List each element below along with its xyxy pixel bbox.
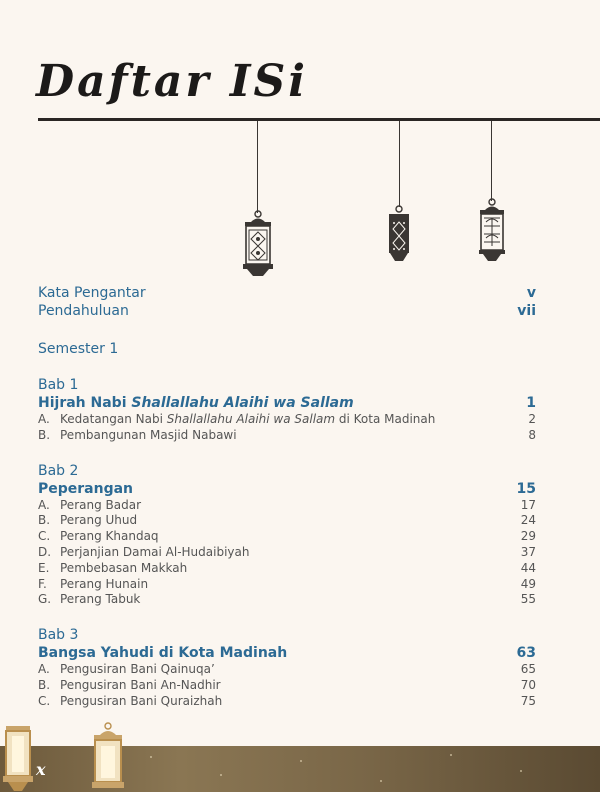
toc-item-letter: B. <box>38 513 51 528</box>
toc-item-letter: D. <box>38 544 52 559</box>
toc-item-text-part: Perjanjian Damai Al-Hudaibiyah <box>60 544 250 559</box>
toc-item-text <box>38 545 249 561</box>
toc-item[interactable] <box>38 577 536 593</box>
toc-item[interactable] <box>38 592 536 608</box>
lantern-string <box>491 121 492 201</box>
toc-item-letter: C. <box>38 529 51 544</box>
bab-2-number: Bab 2 <box>38 462 79 479</box>
lantern-string <box>257 121 258 213</box>
toc-item-letter: B. <box>38 677 51 692</box>
toc-item-text-part: Perang Tabuk <box>60 592 141 607</box>
bab-1-number: Bab 1 <box>38 377 79 393</box>
toc-item-text <box>38 513 137 529</box>
sparkle-dot <box>300 760 302 762</box>
toc-chapter-title: Peperangan <box>38 480 134 497</box>
toc-item-text-part: Pengusiran Bani An-Nadhir <box>60 677 221 692</box>
golden-lantern-icon <box>0 716 36 792</box>
toc-item-page: 37 <box>520 544 536 559</box>
toc-item-text-part: Kedatangan Nabi <box>60 412 167 426</box>
toc-chapter-bab-2[interactable] <box>38 480 536 498</box>
toc-item[interactable] <box>38 694 536 710</box>
toc-item-text-part: Pembangunan Masjid Nabawi <box>60 427 237 442</box>
toc-item-text <box>38 428 237 444</box>
toc-item-text-part: Perang Badar <box>60 497 142 512</box>
lantern-icon <box>385 205 413 263</box>
toc-chapter-page: 15 <box>516 480 536 497</box>
toc-item-text-part: Pengusiran Bani Qainuqa’ <box>60 662 215 677</box>
toc-item[interactable] <box>38 498 536 514</box>
toc-entry-label: Pendahuluan <box>38 303 129 319</box>
toc-item-letter: E. <box>38 560 50 575</box>
toc-chapter-bab-3[interactable] <box>38 644 536 662</box>
table-of-contents <box>38 284 536 710</box>
lantern-string <box>399 121 400 207</box>
toc-item-letter: B. <box>38 427 51 442</box>
toc-item[interactable] <box>38 678 536 694</box>
toc-chapter-page: 63 <box>516 645 536 662</box>
toc-item-letter: A. <box>38 412 50 426</box>
toc-item[interactable] <box>38 412 536 428</box>
sparkle-dot <box>220 774 222 776</box>
toc-chapter-bab-1[interactable] <box>38 394 536 412</box>
toc-item-text-part: Pengusiran Bani Quraizhah <box>60 693 223 708</box>
golden-lantern-icon <box>88 722 128 792</box>
toc-item-text <box>38 577 148 593</box>
toc-item[interactable] <box>38 662 536 678</box>
toc-item[interactable] <box>38 513 536 529</box>
toc-item-text-part: Perang Uhud <box>60 513 138 528</box>
toc-item-text <box>38 662 215 678</box>
toc-entry-label: Kata Pengantar <box>38 285 146 301</box>
toc-item-text <box>38 561 187 577</box>
toc-entry-pendahuluan[interactable] <box>38 302 536 320</box>
toc-item-text <box>38 498 141 514</box>
toc-item[interactable] <box>38 428 536 444</box>
toc-entry-page: vii <box>517 303 536 319</box>
toc-chapter-page: 1 <box>526 395 536 411</box>
toc-item[interactable] <box>38 561 536 577</box>
title-rule <box>38 118 600 121</box>
toc-item-text <box>38 678 221 694</box>
page-number: x <box>36 760 46 779</box>
toc-item-text <box>38 694 222 710</box>
toc-item-text <box>38 529 159 545</box>
toc-item-page: 70 <box>520 677 536 692</box>
sparkle-dot <box>380 780 382 782</box>
toc-chapter-title <box>38 394 354 412</box>
toc-item-text-italic: Shallallahu Alaihi wa Sallam <box>166 412 336 426</box>
toc-item-letter: A. <box>38 662 50 677</box>
toc-chapter-title: Bangsa Yahudi di Kota Madinah <box>38 645 288 662</box>
toc-item-letter: C. <box>38 693 51 708</box>
toc-item-page: 49 <box>520 576 536 591</box>
toc-item-text-part: di Kota Madinah <box>335 412 436 426</box>
chapter-title-text: Hijrah Nabi <box>38 395 132 411</box>
toc-item-text-part: Perang Hunain <box>60 576 149 591</box>
sparkle-dot <box>520 770 522 772</box>
toc-item-text <box>38 412 435 428</box>
toc-entry-page: v <box>526 285 536 301</box>
toc-item[interactable] <box>38 545 536 561</box>
sparkle-dot <box>150 756 152 758</box>
toc-item-page: 24 <box>520 513 536 528</box>
chapter-title-italic: Shallallahu Alaihi wa Sallam <box>131 395 354 411</box>
toc-item-letter: G. <box>38 592 52 607</box>
page-title: Daftar ISi <box>36 56 308 107</box>
toc-item-page: 65 <box>520 662 536 677</box>
toc-item-page: 44 <box>520 560 536 575</box>
toc-item-page: 17 <box>520 497 536 512</box>
lantern-icon <box>239 210 277 278</box>
toc-entry-kata-pengantar[interactable] <box>38 284 536 302</box>
toc-item-text-part: Pembebasan Makkah <box>60 560 188 575</box>
toc-item-page: 75 <box>520 693 536 708</box>
toc-item-text-part: Perang Khandaq <box>60 529 159 544</box>
toc-item[interactable] <box>38 529 536 545</box>
toc-item-page: 29 <box>520 529 536 544</box>
toc-item-letter: A. <box>38 497 50 512</box>
toc-item-text <box>38 592 140 608</box>
toc-item-letter: F. <box>38 576 47 591</box>
semester-heading: Semester 1 <box>38 341 119 357</box>
toc-item-page: 2 <box>528 412 536 426</box>
sparkle-dot <box>450 754 452 756</box>
bab-3-number: Bab 3 <box>38 627 79 644</box>
toc-item-page: 8 <box>528 427 536 442</box>
toc-item-page: 55 <box>520 592 536 607</box>
lantern-icon <box>476 198 508 262</box>
